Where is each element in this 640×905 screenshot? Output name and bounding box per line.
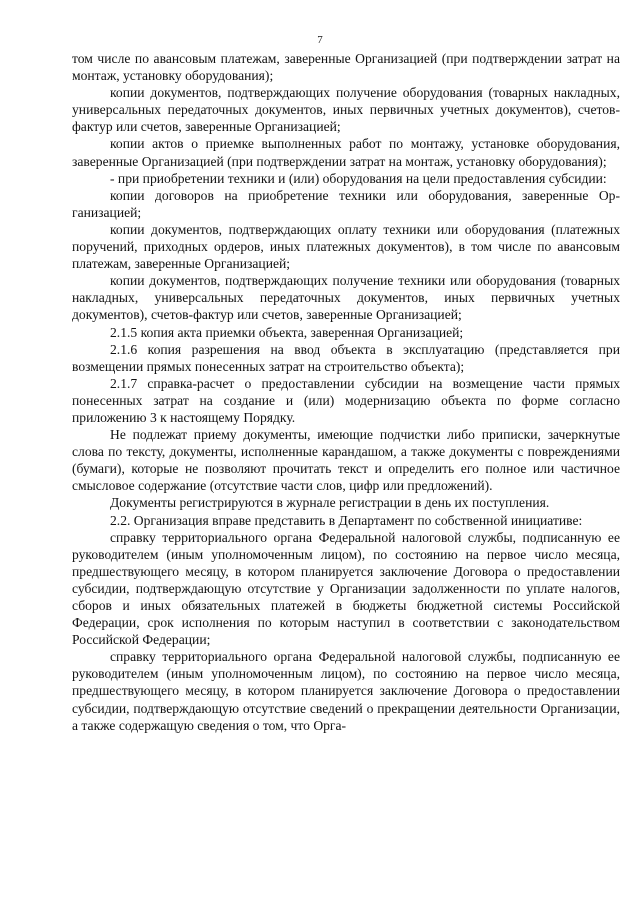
paragraph: копии договоров на приобретение техники или оборудования, заверенные Организацией; bbox=[72, 187, 620, 220]
paragraph: - при приобретении техники и (или) оборудования на цели предоставления субсидии: bbox=[110, 170, 607, 186]
paragraph: справку территориального органа Федеральной налоговой службы, подписанную ее руководителем (иным уполномоченным лицом), по состоянию на первое число месяца, предшествующего месяцу, в котором планируется заключение Договора о предоставлении субсидии, подтверждающую отсутствие сведений о прекращении деятельности Организации, а также содержащую сведения о том, что Орга- bbox=[72, 649, 620, 733]
paragraph: 2.1.7 справка-расчет о предоставлении субсидии на возмещение части прямых понесенных затрат на создание и (или) модернизацию объекта по форме согласно приложению 3 к настоящему Порядку. bbox=[72, 375, 620, 425]
page-number: 7 bbox=[317, 34, 323, 46]
paragraph: Документы регистрируются в журнале регистрации в день их поступления. bbox=[110, 495, 550, 511]
paragraph: копии документов, подтверждающих получение техники или оборудования (товарных накладных, универсальных передаточных документов, иных первичных учетных документов), счетов-фактур или счетов, заверенные Организацией; bbox=[72, 273, 620, 323]
paragraph: том числе по авансовым платежам, заверенные Организацией (при подтверждении затрат на монтаж, установку оборудования); bbox=[72, 51, 620, 84]
paragraph: 2.1.6 копия разрешения на ввод объекта в эксплуатацию (представляется при возмещении прямых понесенных затрат на строительство объекта); bbox=[72, 341, 620, 374]
document-body bbox=[72, 50, 620, 734]
paragraph: справку территориального органа Федеральной налоговой службы, подписанную ее руководителем (иным уполномоченным лицом), по состоянию на первое число месяца, предшествующего месяцу, в котором планируется заключение Договора о предоставлении субсидии, подтверждающую отсутствие у Организации задолженности по уплате налогов, сборов и иных обязательных платежей в бюджеты бюджетной системы Российской Федерации, срок исполнения по которым наступил в соответствии с законодательством Российской Федерации; bbox=[72, 529, 620, 648]
paragraph: копии документов, подтверждающих оплату техники или оборудования (платежных поручений, приходных ордеров, иных платежных документов), в том числе по авансовым платежам, заверенные Организацией; bbox=[72, 221, 620, 272]
paragraph: 2.1.5 копия акта приемки объекта, заверенная Организацией; bbox=[110, 324, 464, 340]
paragraph: копии документов, подтверждающих получение оборудования (товарных накладных, универсальных передаточных документов, иных первичных учетных документов), счетов-фактур или счетов, заверенные Организацией; bbox=[72, 85, 620, 135]
paragraph: копии актов о приемке выполненных работ по монтажу, установке оборудования, заверенные Организацией (при подтверждении затрат на монтаж, установку оборудования); bbox=[72, 136, 620, 169]
paragraph: Не подлежат приему документы, имеющие подчистки либо приписки, зачеркнутые слова по тексту, документы, исполненные карандашом, а также документы с повреждениями (бумаги), которые не позволяют прочитать текст и определить его полное или частичное смысловое содержание (отсутствие части слов, цифр или предложений). bbox=[72, 427, 620, 494]
paragraph: 2.2. Организация вправе представить в Департамент по собственной инициативе: bbox=[110, 512, 583, 528]
